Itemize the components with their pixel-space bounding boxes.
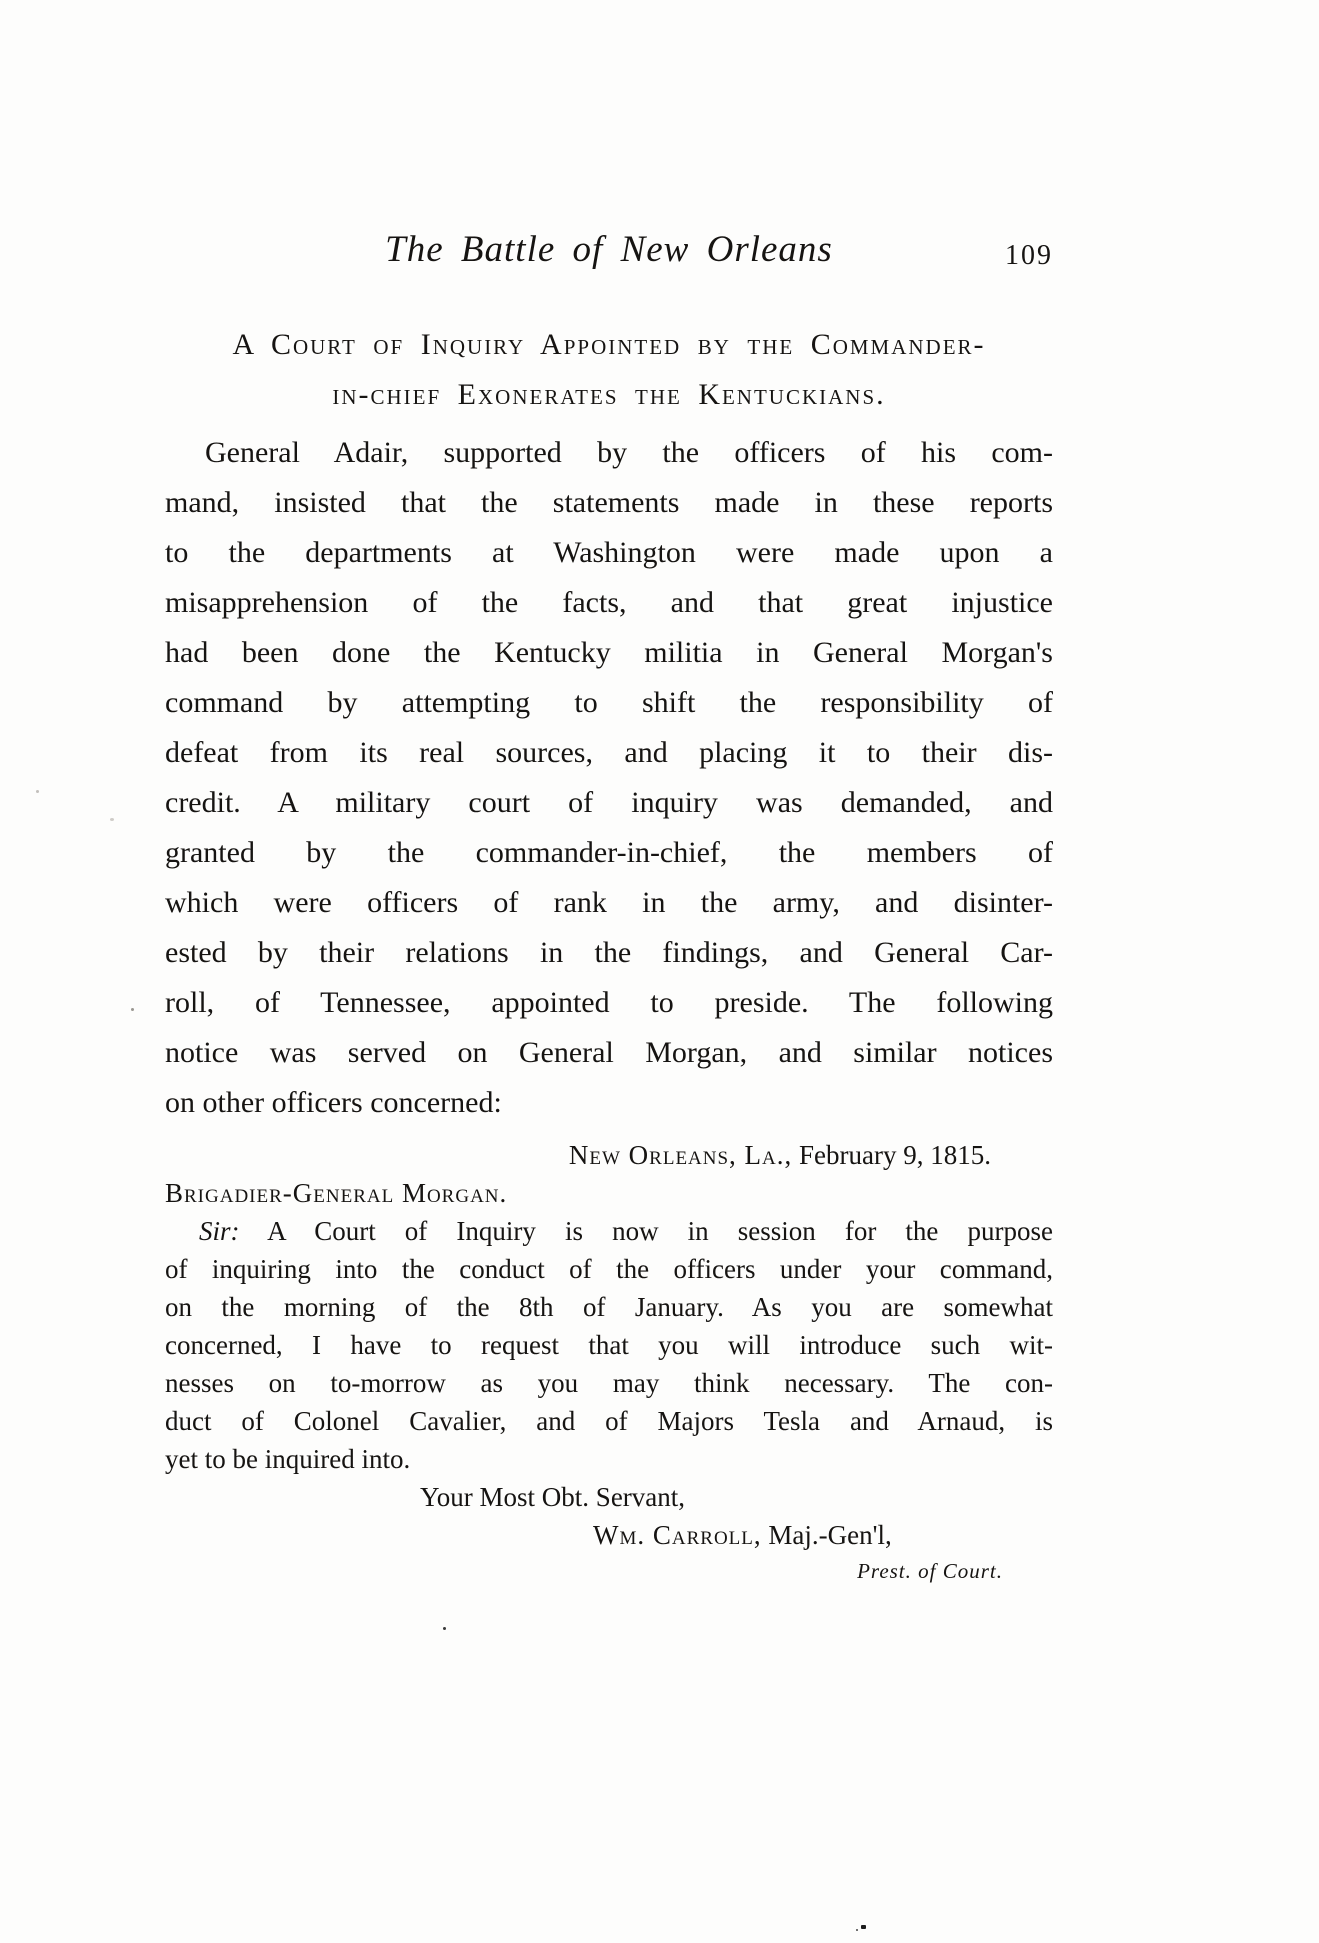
letter-signature [165,1516,1053,1554]
sir-label: Sir: [199,1216,240,1246]
page-number: 109 [1005,240,1053,271]
scan-speck [110,818,114,821]
dateline-place: New Orleans, La., [568,1140,793,1170]
letter-closing: Your Most Obt. Servant, [420,1482,686,1512]
letter-line: on the morning of the 8th of January. As you are somewhat [165,1292,1053,1322]
letter-dateline [165,1136,1053,1174]
paragraph-line: misapprehension of the facts, and that great injustice [165,586,1053,619]
paragraph-line: granted by the commander-in-chief, the members of [165,836,1053,869]
sir-rest: A Court of Inquiry is now in session for the purpose [239,1216,1053,1246]
dateline-date: February 9, 1815. [792,1140,991,1170]
signature-name: Wm. Carroll, [593,1520,762,1550]
paragraph-line: to the departments at Washington were made upon a [165,536,1053,569]
letter-line: concerned, I have to request that you will introduce such wit- [165,1330,1053,1360]
paragraph-line: had been done the Kentucky militia in General Morgan's [165,636,1053,669]
heading-line-1: A Court of Inquiry Appointed by the Commander- [232,328,986,361]
paragraph-line: command by attempting to shift the responsibility of [165,686,1053,719]
scan-speck [861,1925,866,1929]
letter-salutation: Brigadier-General Morgan. [165,1178,508,1208]
heading-line-2: in-chief Exonerates the Kentuckians. [332,378,886,411]
paragraph-line: mand, insisted that the statements made in these reports [165,486,1053,519]
paragraph-line: notice was served on General Morgan, and similar notices [165,1036,1053,1069]
letter-line [165,1212,1053,1250]
page-header-title: The Battle of New Orleans [385,229,833,270]
letter [165,1136,1053,1588]
letter-role: Prest. of Court. [857,1559,1003,1583]
paragraph-line: General Adair, supported by the officers of his com- [205,436,1053,469]
running-header [165,228,1053,278]
scan-speck [131,1008,134,1011]
section-heading [165,320,1053,420]
signature-title: Maj.-Gen'l, [761,1520,892,1550]
scan-speck [36,790,39,793]
letter-line: duct of Colonel Cavalier, and of Majors Tesla and Arnaud, is [165,1406,1053,1436]
letter-line: nesses on to-morrow as you may think necessary. The con- [165,1368,1053,1398]
letter-line: of inquiring into the conduct of the officers under your command, [165,1254,1053,1284]
paragraph-line: which were officers of rank in the army, and disinter- [165,886,1053,919]
paragraph-line: defeat from its real sources, and placing it to their dis- [165,736,1053,769]
paragraph-line: ested by their relations in the findings, and General Car- [165,936,1053,969]
letter-line: yet to be inquired into. [165,1444,411,1474]
scan-speck [856,1929,858,1931]
paragraph-line: roll, of Tennessee, appointed to preside. The following [165,986,1053,1019]
main-paragraph [165,428,1053,1128]
scan-speck [443,1627,446,1630]
paragraph-line: credit. A military court of inquiry was demanded, and [165,786,1053,819]
paragraph-line: on other officers concerned: [165,1086,502,1119]
